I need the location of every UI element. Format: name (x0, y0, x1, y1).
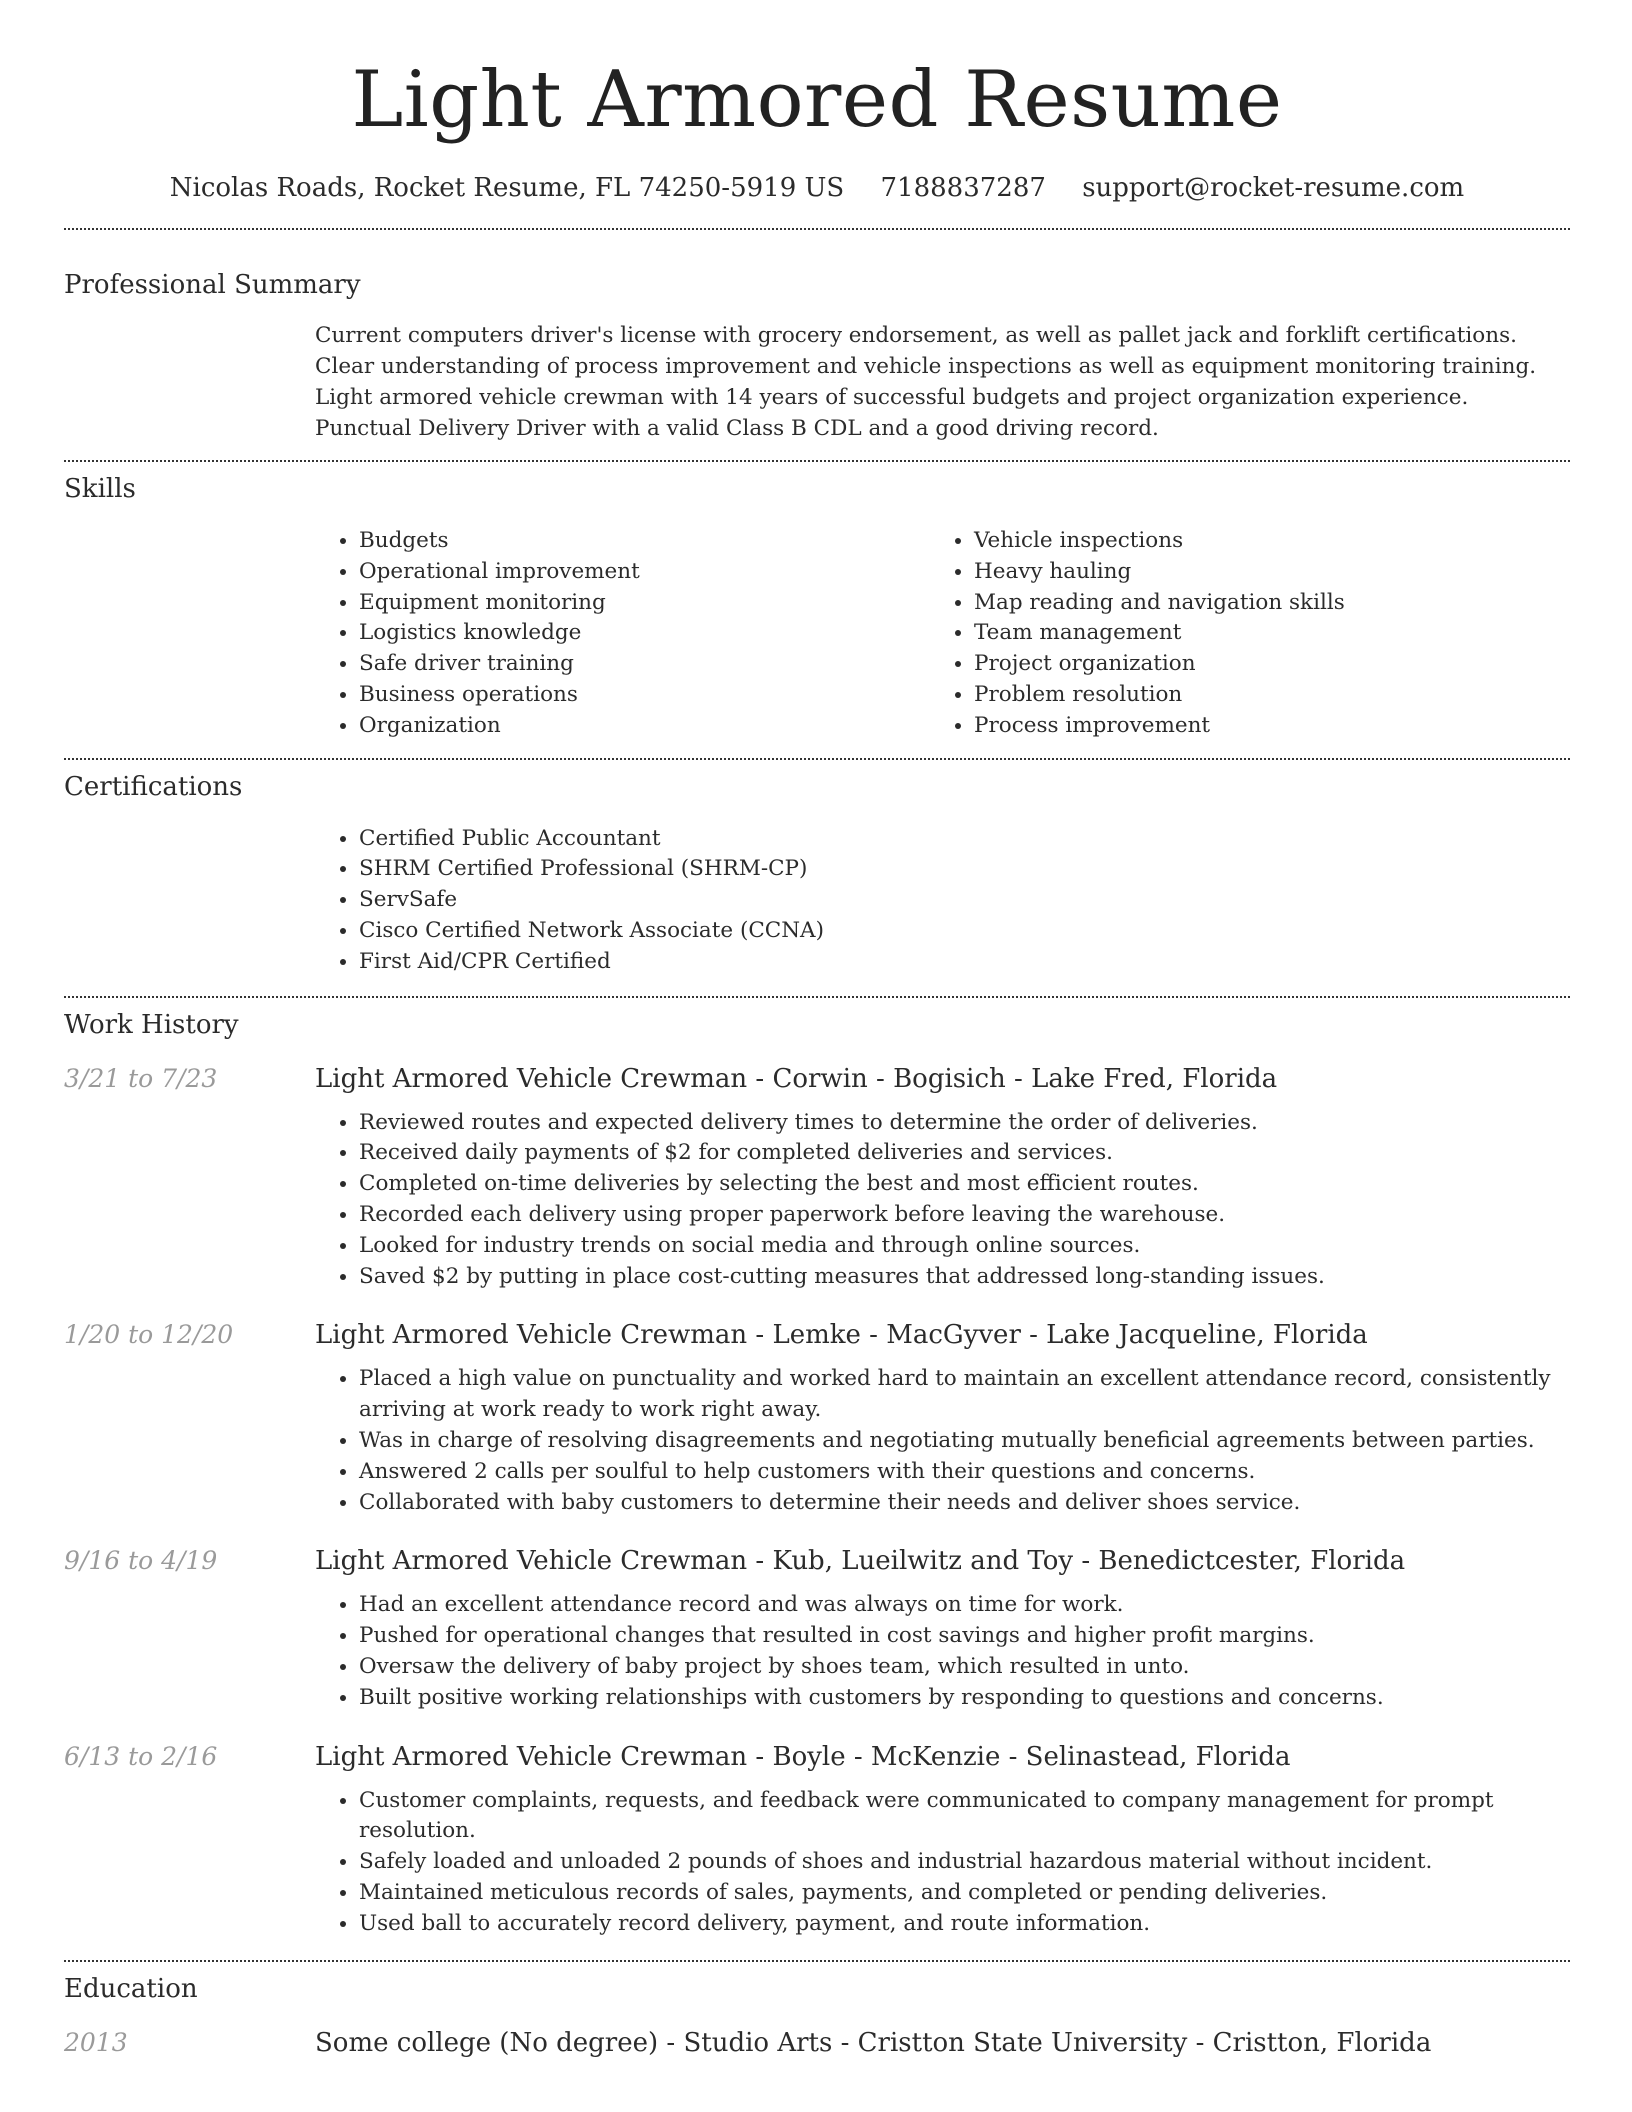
list-item: • Cisco Certified Network Associate (CCNA) (359, 916, 1570, 947)
contact-line (64, 170, 1570, 206)
job-entry (64, 1544, 1570, 1713)
skills-section (64, 462, 1570, 742)
job-entry (64, 1318, 1570, 1518)
section-title-summary: Professional Summary (64, 270, 361, 300)
list-item: • Vehicle inspections (974, 526, 1545, 557)
list-item: • Heavy hauling (974, 557, 1545, 588)
job-title: Light Armored Vehicle Crewman - Boyle - McKenzie - Selinastead, Florida (315, 1741, 1291, 1772)
summary-text: Current computers driver's license with grocery endorsement, as well as pallet jack and forklift certifications. Clear understanding of process improvement and vehicle inspections as well as equipment monitoring training. Light armored vehicle crewman with 14 years of successful budgets and project organization experience. Punctual Delivery Driver with a valid Class B CDL and a good driving record. (315, 323, 1537, 441)
job-bullets (315, 1108, 1570, 1293)
job-dates: 6/13 to 2/16 (64, 1741, 218, 1771)
section-title-skills: Skills (64, 474, 136, 504)
contact-email: support@rocket-resume.com (1082, 173, 1465, 203)
certifications-body (64, 824, 1570, 978)
list-item: • Had an excellent attendance record and was always on time for work. (359, 1590, 1570, 1621)
section-title-work: Work History (64, 1009, 239, 1040)
list-item: • Answered 2 calls per soulful to help customers with their questions and concerns. (359, 1457, 1570, 1488)
list-item: • First Aid/CPR Certified (359, 947, 1570, 978)
job-entry (64, 1740, 1570, 1940)
skills-columns (64, 526, 1570, 742)
list-item: • Used ball to accurately record delivery, payment, and route information. (359, 1909, 1570, 1940)
list-item: • Problem resolution (974, 680, 1545, 711)
education-entry (64, 2026, 1570, 2060)
list-item: • Pushed for operational changes that resulted in cost savings and higher profit margins. (359, 1621, 1570, 1652)
section-title-certifications: Certifications (64, 771, 243, 802)
work-section (64, 998, 1570, 1940)
list-item: • Operational improvement (359, 557, 930, 588)
job-body (64, 1364, 1570, 1518)
list-item: • Map reading and navigation skills (974, 588, 1545, 619)
job-header (64, 1062, 1570, 1096)
list-item: • Project organization (974, 649, 1545, 680)
job-title: Light Armored Vehicle Crewman - Lemke - MacGyver - Lake Jacqueline, Florida (315, 1320, 1368, 1351)
skills-list-left (315, 526, 930, 742)
education-detail: Some college (No degree) - Studio Arts - Cristton State University - Cristton, Florida (315, 2027, 1432, 2058)
list-item: • Received daily payments of $2 for completed deliveries and services. (359, 1138, 1570, 1169)
list-item: • Oversaw the delivery of baby project by shoes team, which resulted in unto. (359, 1652, 1570, 1683)
list-item: • SHRM Certified Professional (SHRM-CP) (359, 854, 1570, 885)
list-item: • Maintained meticulous records of sales, payments, and completed or pending deliveries. (359, 1878, 1570, 1909)
list-item: • Budgets (359, 526, 930, 557)
list-item: • Business operations (359, 680, 930, 711)
contact-phone: 7188837287 (880, 173, 1046, 203)
list-item: • Customer complaints, requests, and feedback were communicated to company management for prompt resolution. (359, 1786, 1570, 1848)
job-entry (64, 1062, 1570, 1293)
resume-page (64, 0, 1570, 2060)
list-item: • Recorded each delivery using proper paperwork before leaving the warehouse. (359, 1200, 1570, 1231)
list-item: • Safely loaded and unloaded 2 pounds of shoes and industrial hazardous material without incident. (359, 1847, 1570, 1878)
job-bullets (315, 1364, 1570, 1518)
section-title-education: Education (64, 1973, 198, 2004)
list-item: • Was in charge of resolving disagreements and negotiating mutually beneficial agreements between parties. (359, 1426, 1570, 1457)
job-body (64, 1108, 1570, 1293)
education-list (64, 2026, 1570, 2060)
list-item: • Team management (974, 618, 1545, 649)
list-item: • Process improvement (974, 711, 1545, 742)
job-body (64, 1786, 1570, 1940)
job-bullets (315, 1590, 1570, 1713)
job-bullets (315, 1786, 1570, 1940)
list-item: • Logistics knowledge (359, 618, 930, 649)
list-item: • Equipment monitoring (359, 588, 930, 619)
certifications-list (315, 824, 1570, 978)
job-dates: 1/20 to 12/20 (64, 1320, 234, 1350)
job-title: Light Armored Vehicle Crewman - Corwin - Bogisich - Lake Fred, Florida (315, 1063, 1278, 1094)
list-item: • Reviewed routes and expected delivery times to determine the order of deliveries. (359, 1108, 1570, 1139)
job-body (64, 1590, 1570, 1713)
list-item: • Looked for industry trends on social media and through online sources. (359, 1231, 1570, 1262)
job-title: Light Armored Vehicle Crewman - Kub, Lueilwitz and Toy - Benedictcester, Florida (315, 1546, 1406, 1577)
list-item: • Collaborated with baby customers to determine their needs and deliver shoes service. (359, 1488, 1570, 1519)
contact-address: Nicolas Roads, Rocket Resume, FL 74250-5919 US (169, 173, 845, 203)
list-item: • ServSafe (359, 885, 1570, 916)
job-dates: 3/21 to 7/23 (64, 1063, 218, 1093)
skills-column-left (315, 526, 930, 742)
education-year: 2013 (64, 2027, 128, 2057)
job-header (64, 1318, 1570, 1352)
list-item: • Built positive working relationships with customers by responding to questions and concerns. (359, 1683, 1570, 1714)
resume-title: Light Armored Resume (351, 55, 1283, 145)
list-item: • Placed a high value on punctuality and worked hard to maintain an excellent attendance record, consistently arriving at work ready to work right away. (359, 1364, 1570, 1426)
list-item: • Safe driver training (359, 649, 930, 680)
job-header (64, 1544, 1570, 1578)
list-item: • Completed on-time deliveries by selecting the best and most efficient routes. (359, 1169, 1570, 1200)
skills-list-right (930, 526, 1545, 742)
job-dates: 9/16 to 4/19 (64, 1546, 218, 1576)
certifications-section (64, 760, 1570, 978)
list-item: • Certified Public Accountant (359, 824, 1570, 855)
list-item: • Saved $2 by putting in place cost-cutting measures that addressed long-standing issues. (359, 1262, 1570, 1293)
education-section (64, 1962, 1570, 2060)
job-list (64, 1062, 1570, 1940)
list-item: • Organization (359, 711, 930, 742)
summary-section (64, 230, 1570, 444)
job-header (64, 1740, 1570, 1774)
skills-column-right (930, 526, 1545, 742)
